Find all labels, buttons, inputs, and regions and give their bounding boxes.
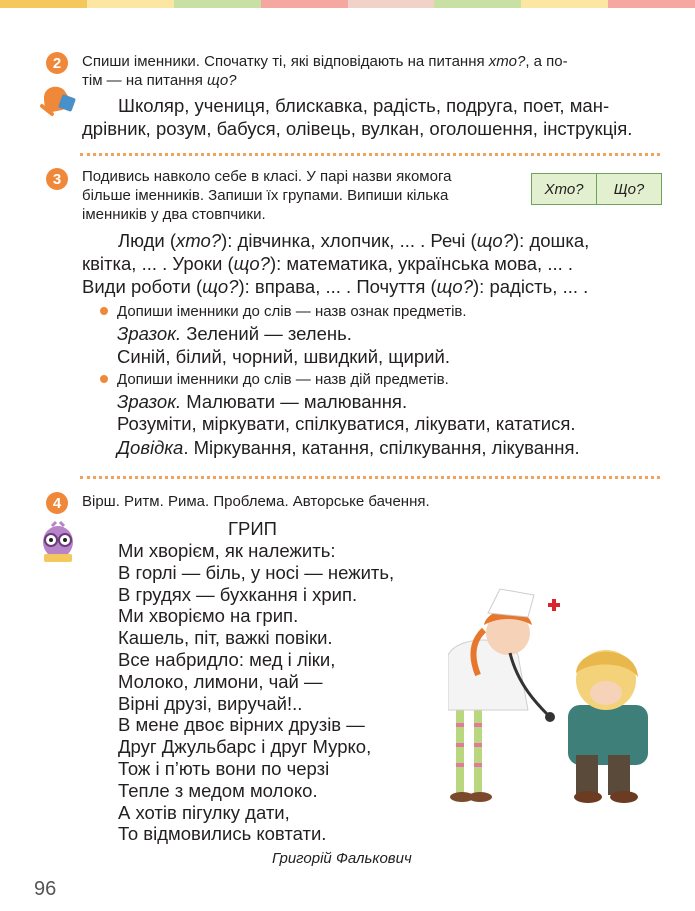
ex2-instruction-line1: Спиши іменники. Спочатку ті, які відповідають на питання хто?, а по-	[82, 53, 568, 70]
page-number: 96	[34, 878, 57, 900]
poem-body	[118, 540, 394, 845]
ex3-bullet1: Допиши іменники до слів — назв ознак предметів.	[117, 303, 467, 320]
poem-line: Ми хворієм, як належить:	[118, 540, 336, 561]
divider	[80, 476, 660, 479]
poem-author: Григорій Фалькович	[272, 850, 412, 867]
ex3-instruction-line1: Подивись навколо себе в класі. У парі назви якомога	[82, 168, 452, 185]
poem-line: Все набридло: мед і ліки,	[118, 648, 336, 670]
poem-line: Ми хворіємо на грип.	[118, 605, 299, 627]
exercise-number-3: 3	[46, 168, 68, 190]
poem-line: Кашель, піт, важкі повіки.	[118, 627, 333, 649]
top-color-bar	[0, 0, 695, 8]
poem-line: А хотів пігулку дати,	[118, 801, 290, 823]
exercise-number-2: 2	[46, 52, 68, 74]
bullet-dot	[100, 375, 108, 383]
doctor-and-patient-illustration	[448, 585, 668, 810]
poem-line: Тож і п’ють вони по черзі	[118, 757, 330, 779]
ex3-words2: Розуміти, міркувати, спілкуватися, лікувати, кататися.	[117, 413, 576, 434]
ex3-instruction-line3: іменників у два стовпчики.	[82, 206, 266, 223]
poem-line: В грудях — бухкання і хрип.	[118, 583, 358, 605]
ex2-words-line2: дрівник, розум, бабуся, олівець, вулкан, оголошення, інструкція.	[82, 118, 633, 139]
ex3-instruction-line2: більше іменників. Запиши їх групами. Випиши кілька	[82, 187, 449, 204]
ex3-bullet2: Допиши іменники до слів — назв дій предметів.	[117, 371, 449, 388]
poem-line: Тепле з медом молоко.	[118, 779, 318, 801]
poem-line: Друг Джульбарс і друг Мурко,	[118, 736, 372, 758]
divider	[80, 153, 660, 156]
writing-hand-icon	[38, 78, 80, 120]
ex4-instruction: Вірш. Ритм. Рима. Проблема. Авторське бачення.	[82, 493, 430, 510]
poem-title: ГРИП	[228, 518, 277, 539]
question-who: Хто?	[544, 180, 584, 198]
ex3-text-line1: Люди (хто?): дівчинка, хлопчик, ... . Речі (що?): дошка,	[118, 230, 590, 251]
ex3-sample1: Зразок. Зелений — зелень.	[117, 323, 352, 344]
ex3-text-line2: квітка, ... . Уроки (що?): математика, українська мова, ... .	[82, 253, 574, 274]
bullet-dot	[100, 307, 108, 315]
poem-line: В мене двоє вірних друзів —	[118, 714, 365, 736]
ex2-words-line1: Школяр, учениця, блискавка, радість, подруга, поет, ман-	[118, 95, 610, 116]
poem-line: В горлі — біль, у носі — нежить,	[118, 561, 395, 583]
ex3-words1: Синій, білий, чорний, швидкий, щирий.	[117, 346, 450, 367]
poem-line: Вірні друзі, виручай!..	[118, 692, 303, 714]
poem-line: То відмовились ковтати.	[118, 823, 327, 845]
ex3-text-line3: Види роботи (що?): вправа, ... . Почуття (що?): радість, ... .	[82, 276, 589, 297]
ex3-hint: Довідка. Міркування, катання, спілкування, лікування.	[117, 437, 580, 458]
question-what: Що?	[596, 174, 661, 204]
ex2-instruction-line2: тім — на питання що?	[82, 72, 237, 89]
owl-reading-icon	[38, 520, 78, 568]
question-box	[531, 173, 662, 205]
poem-line: Молоко, лимони, чай —	[118, 670, 323, 692]
exercise-number-4: 4	[46, 492, 68, 514]
ex3-sample2: Зразок. Малювати — малювання.	[117, 391, 408, 412]
